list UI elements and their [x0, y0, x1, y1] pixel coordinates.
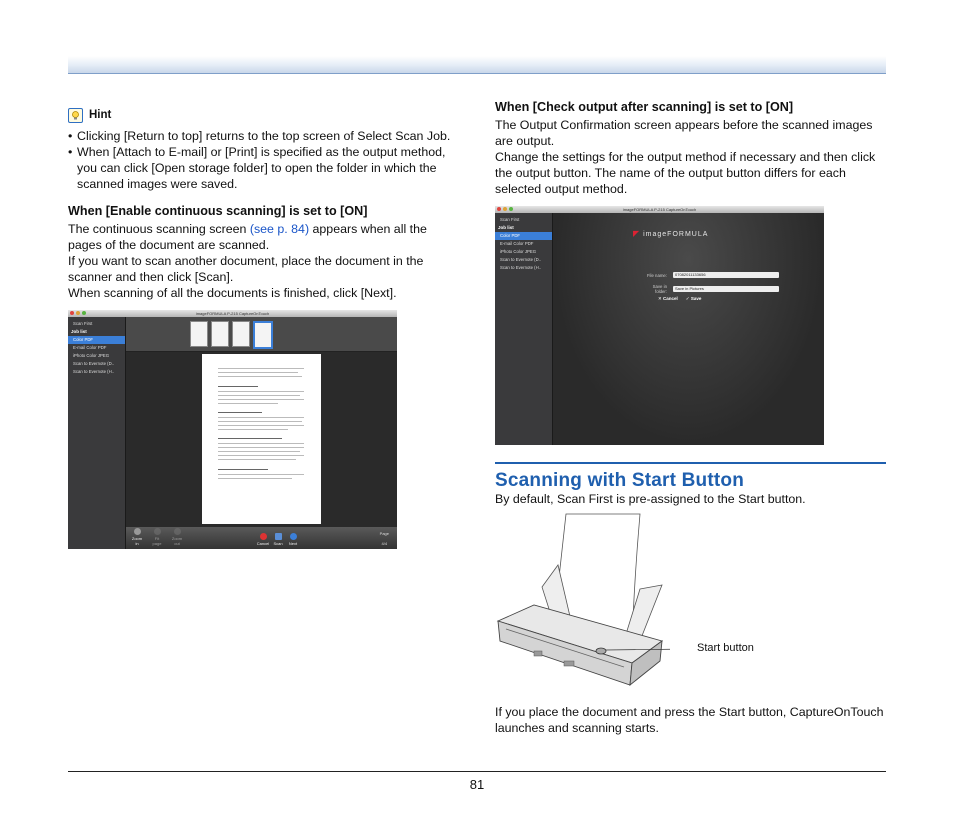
file-name-label: File name: [646, 272, 667, 278]
x-icon: ✕ [658, 296, 664, 301]
close-dot-icon [497, 207, 501, 211]
window-controls [70, 311, 86, 315]
job-item: E-mail Color PDF [500, 241, 534, 246]
text-line [218, 395, 300, 396]
zoom-in-button [130, 528, 144, 546]
cancel-button [256, 533, 270, 546]
text-line [218, 469, 268, 470]
window-titlebar [68, 310, 397, 317]
text-line [218, 443, 304, 444]
output-buttons [658, 296, 701, 302]
check-icon: ✓ [685, 296, 691, 301]
continuous-heading: When [Enable continuous scanning] is set to [ON] [68, 204, 368, 218]
button-label: Cancel [663, 296, 678, 301]
text-line [218, 425, 304, 426]
text-line [218, 417, 304, 418]
output-heading: When [Check output after scanning] is set to [ON] [495, 100, 794, 114]
next-button [286, 533, 300, 546]
job-item: Scan to Evernote (D.. [73, 361, 115, 366]
zoom-out-button [170, 528, 184, 546]
file-name-field: 07082011133656 [673, 272, 779, 278]
button-label: Zoom in [131, 536, 143, 546]
close-dot-icon [70, 311, 74, 315]
document-preview [202, 354, 321, 524]
text-line [218, 455, 304, 456]
save-folder-select: Save in Pictures [673, 286, 779, 292]
button-label: Next [288, 541, 298, 546]
output-paragraph-1: The Output Confirmation screen appears before the scanned images are output. [495, 118, 873, 148]
job-item: E-mail Color PDF [73, 345, 107, 350]
window-controls [497, 207, 513, 211]
text-line [218, 403, 278, 404]
see-page-84-link[interactable]: (see p. 84) [249, 222, 310, 236]
continuous-paragraph-1 [68, 221, 463, 253]
job-sidebar [495, 213, 553, 445]
preview-toolbar [126, 527, 397, 549]
page-number: 81 [469, 777, 485, 792]
hint-bullet: • When [Attach to E-mail] or [Print] is specified as the output method, you can click [Open storage folder] to open the folder in which the scanned images were saved. [68, 144, 463, 192]
scan-first-item: Scan First [73, 321, 93, 326]
job-item: Color PDF [68, 336, 125, 344]
text-line [218, 429, 288, 430]
continuous-paragraph-2: If you want to scan another document, place the document in the scanner and then click [Scan]. [68, 254, 424, 284]
continuous-scan-screenshot [68, 310, 397, 549]
button-label: Cancel [256, 541, 270, 546]
minimize-dot-icon [503, 207, 507, 211]
header-bar [68, 56, 886, 74]
save-folder-row [643, 284, 779, 294]
output-panel [553, 213, 824, 445]
job-list-heading: Job list [71, 329, 87, 334]
text-line [218, 438, 282, 439]
text-line [218, 451, 300, 452]
page-thumbnail [211, 321, 229, 347]
cancel-button [658, 296, 678, 302]
output-paragraph-2: Change the settings for the output method if necessary and then click the output button. The name of the output button differs for each selected output method. [495, 150, 876, 196]
file-name-row [643, 272, 779, 278]
hint-header [68, 106, 463, 124]
section-intro: By default, Scan First is pre-assigned to the Start button. [495, 492, 806, 506]
text-span: appears when all the pages of the document are scanned. [68, 222, 427, 252]
hint-label: Hint [89, 109, 112, 121]
right-column [495, 99, 888, 197]
page-thumbnail [253, 321, 273, 349]
zoom-dot-icon [509, 207, 513, 211]
scanner-illustration [494, 513, 670, 693]
button-label: Scan [273, 541, 283, 546]
continuous-paragraph-3: When scanning of all the documents is finished, click [Next]. [68, 286, 397, 300]
window-titlebar [495, 206, 824, 213]
logo-mark-icon: ◤ [633, 229, 641, 238]
text-line [218, 372, 298, 373]
zoom-out-icon [174, 528, 181, 535]
text-line [218, 376, 302, 377]
job-item: iPhoto Color JPEG [73, 353, 110, 358]
window-title: imageFORMULA P-215 CaptureOnTouch [195, 311, 270, 316]
page-thumbnail [232, 321, 250, 347]
zoom-dot-icon [82, 311, 86, 315]
save-folder-label: Save in folder: [652, 284, 667, 294]
minimize-dot-icon [76, 311, 80, 315]
button-label: Zoom out [171, 536, 183, 546]
text-line [218, 474, 304, 475]
page-indicator [380, 531, 389, 546]
job-item: Scan to Evernote (H.. [73, 369, 115, 374]
text-span: The continuous scanning screen [68, 222, 250, 236]
cancel-icon [260, 533, 267, 540]
text-line [218, 447, 304, 448]
brand-logo [633, 229, 708, 238]
job-item: Scan to Evernote (D.. [500, 257, 542, 262]
job-sidebar [68, 317, 126, 549]
job-item: Scan to Evernote (H.. [500, 265, 542, 270]
text-line [218, 459, 296, 460]
text-line [218, 368, 304, 369]
button-label: Fit page [152, 536, 162, 546]
footer-rule [68, 771, 886, 772]
left-column [68, 106, 463, 301]
output-confirmation-screenshot [495, 206, 824, 445]
brand-name: imageFORMULA [643, 231, 709, 238]
scan-button [271, 533, 285, 546]
section-closing: If you place the document and press the Start button, CaptureOnTouch launches and scanning starts. [495, 705, 884, 735]
page-value: 4/4 [381, 541, 388, 546]
page-label: Page [379, 531, 389, 536]
window-title: imageFORMULA P-215 CaptureOnTouch [622, 207, 697, 212]
text-line [218, 412, 262, 413]
text-line [218, 399, 304, 400]
section-title: Scanning with Start Button [495, 462, 886, 492]
text-line [218, 391, 304, 392]
text-line [218, 478, 292, 479]
button-label: Save [690, 296, 702, 301]
thumbnail-strip [126, 317, 397, 352]
hint-bullet: • Clicking [Return to top] returns to the top screen of Select Scan Job. [68, 128, 463, 144]
zoom-in-icon [134, 528, 141, 535]
text-line [218, 421, 302, 422]
text-line [218, 386, 258, 387]
lightbulb-icon [68, 108, 83, 123]
job-item: iPhoto Color JPEG [500, 249, 537, 254]
fit-page-icon [154, 528, 161, 535]
fit-page-button [150, 528, 164, 546]
scan-icon [275, 533, 282, 540]
start-button-callout: Start button [697, 642, 754, 654]
next-icon [290, 533, 297, 540]
save-button [686, 296, 702, 302]
job-list-heading: Job list [498, 225, 514, 230]
scan-first-item: Scan First [500, 217, 520, 222]
page-thumbnail [190, 321, 208, 347]
job-item: Color PDF [495, 232, 552, 240]
